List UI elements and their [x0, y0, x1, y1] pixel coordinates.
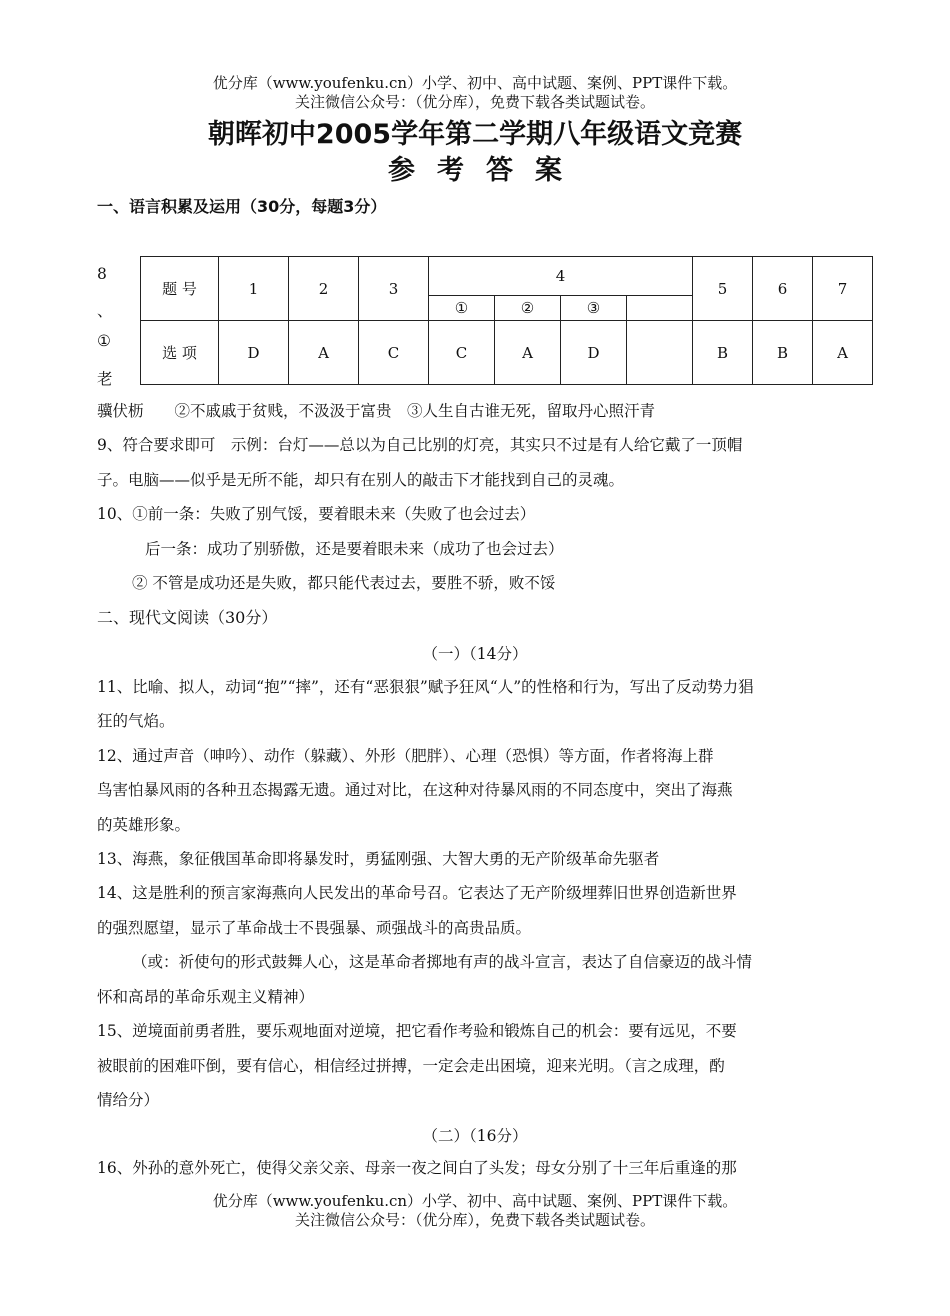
q9-line: 子。电脑——似乎是无所不能，却只有在别人的敲击下才能找到自己的灵魂。 — [97, 471, 625, 489]
question-number-4: 4 — [429, 257, 693, 296]
q10-line: 10、①前一条：失败了别气馁，要着眼未来（失败了也会过去） — [97, 505, 536, 523]
footer-line-1: 优分库（www.youfenku.cn）小学、初中、高中试题、案例、PPT课件下载。 — [212, 1192, 738, 1210]
question-number: 5 — [693, 257, 753, 321]
question-number: 2 — [289, 257, 359, 321]
answer-cell: D — [219, 321, 289, 385]
q14-line: 的强烈愿望，显示了革命战士不畏强暴、顽强战斗的高贵品质。 — [97, 919, 532, 937]
answer-cell: C — [429, 321, 495, 385]
q15-line: 情给分） — [97, 1091, 160, 1109]
q8-answer: 骥伏枥 ②不戚戚于贫贱，不汲汲于富贵 ③人生自古谁无死，留取丹心照汗青 — [97, 402, 656, 420]
question-4-sub: ③ — [561, 296, 627, 321]
answer-cell: D — [561, 321, 627, 385]
question-number: 7 — [813, 257, 873, 321]
question-4-sub: ② — [495, 296, 561, 321]
question-number: 1 — [219, 257, 289, 321]
section1-heading: 一、语言积累及运用（30分，每题3分） — [97, 197, 387, 216]
q15-line: 15、逆境面前勇者胜，要乐观地面对逆境，把它看作考验和锻炼自己的机会：要有远见，不要 — [97, 1022, 737, 1040]
page-title: 朝晖初中2005学年第二学期八年级语文竞赛 — [207, 119, 743, 150]
q12-line: 鸟害怕暴风雨的各种丑态揭露无遗。通过对比，在这种对待暴风雨的不同态度中，突出了海燕 — [97, 781, 733, 799]
q14-line: 14、这是胜利的预言家海燕向人民发出的革命号召。它表达了无产阶级埋葬旧世界创造新世界 — [97, 884, 737, 902]
answer-cell: A — [813, 321, 873, 385]
header-line-1: 优分库（www.youfenku.cn）小学、初中、高中试题、案例、PPT课件下载。 — [212, 74, 738, 92]
q14-line: 怀和高昂的革命乐观主义精神） — [97, 988, 315, 1006]
answer-cell: A — [289, 321, 359, 385]
side-char: 老 — [97, 370, 113, 388]
q12-line: 的英雄形象。 — [97, 816, 191, 834]
question-4-sub-empty — [627, 296, 693, 321]
header-line-2: 关注微信公众号：（优分库），免费下载各类试题试卷。 — [294, 93, 655, 111]
part1-heading: （一）（14分） — [422, 645, 528, 663]
section2-heading: 二、现代文阅读（30分） — [97, 608, 278, 627]
question-number: 3 — [359, 257, 429, 321]
row-label-option: 选 项 — [141, 321, 219, 385]
q9-line: 9、符合要求即可 示例：台灯——总以为自己比别的灯亮，其实只不过是有人给它戴了一顶帽 — [97, 436, 743, 454]
page-subtitle: 参考答案 — [388, 155, 584, 186]
answer-table — [140, 256, 873, 385]
side-char: 、 — [97, 302, 113, 320]
part2-heading: （二）（16分） — [422, 1127, 528, 1145]
question-number: 6 — [753, 257, 813, 321]
answer-cell: C — [359, 321, 429, 385]
row-label-number: 题 号 — [141, 257, 219, 321]
q10-line: ② 不管是成功还是失败，都只能代表过去，要胜不骄，败不馁 — [132, 574, 556, 592]
q15-line: 被眼前的困难吓倒，要有信心，相信经过拼搏，一定会走出困境，迎来光明。（言之成理，酌 — [97, 1057, 725, 1075]
answer-cell: A — [495, 321, 561, 385]
answer-cell-empty — [627, 321, 693, 385]
side-char: ① — [97, 332, 111, 350]
answer-cell: B — [753, 321, 813, 385]
q13-line: 13、海燕，象征俄国革命即将暴发时，勇猛刚强、大智大勇的无产阶级革命先驱者 — [97, 850, 660, 868]
q10-line: 后一条：成功了别骄傲，还是要着眼未来（成功了也会过去） — [145, 540, 564, 558]
q11-line: 狂的气焰。 — [97, 712, 175, 730]
q12-line: 12、通过声音（呻吟）、动作（躲藏）、外形（肥胖）、心理（恐惧）等方面，作者将海上群 — [97, 747, 714, 765]
side-char: 8 — [97, 265, 107, 283]
answer-cell: B — [693, 321, 753, 385]
question-4-sub: ① — [429, 296, 495, 321]
q16-line: 16、外孙的意外死亡，使得父亲父亲、母亲一夜之间白了头发；母女分别了十三年后重逢的那 — [97, 1159, 737, 1177]
footer-line-2: 关注微信公众号：（优分库），免费下载各类试题试卷。 — [294, 1211, 655, 1229]
q11-line: 11、比喻、拟人，动词“抱”“摔”，还有“恶狠狠”赋予狂风“人”的性格和行为，写出了反动势力猖 — [97, 678, 754, 696]
q14-line: （或：祈使句的形式鼓舞人心，这是革命者掷地有声的战斗宣言，表达了自信豪迈的战斗情 — [132, 953, 753, 971]
